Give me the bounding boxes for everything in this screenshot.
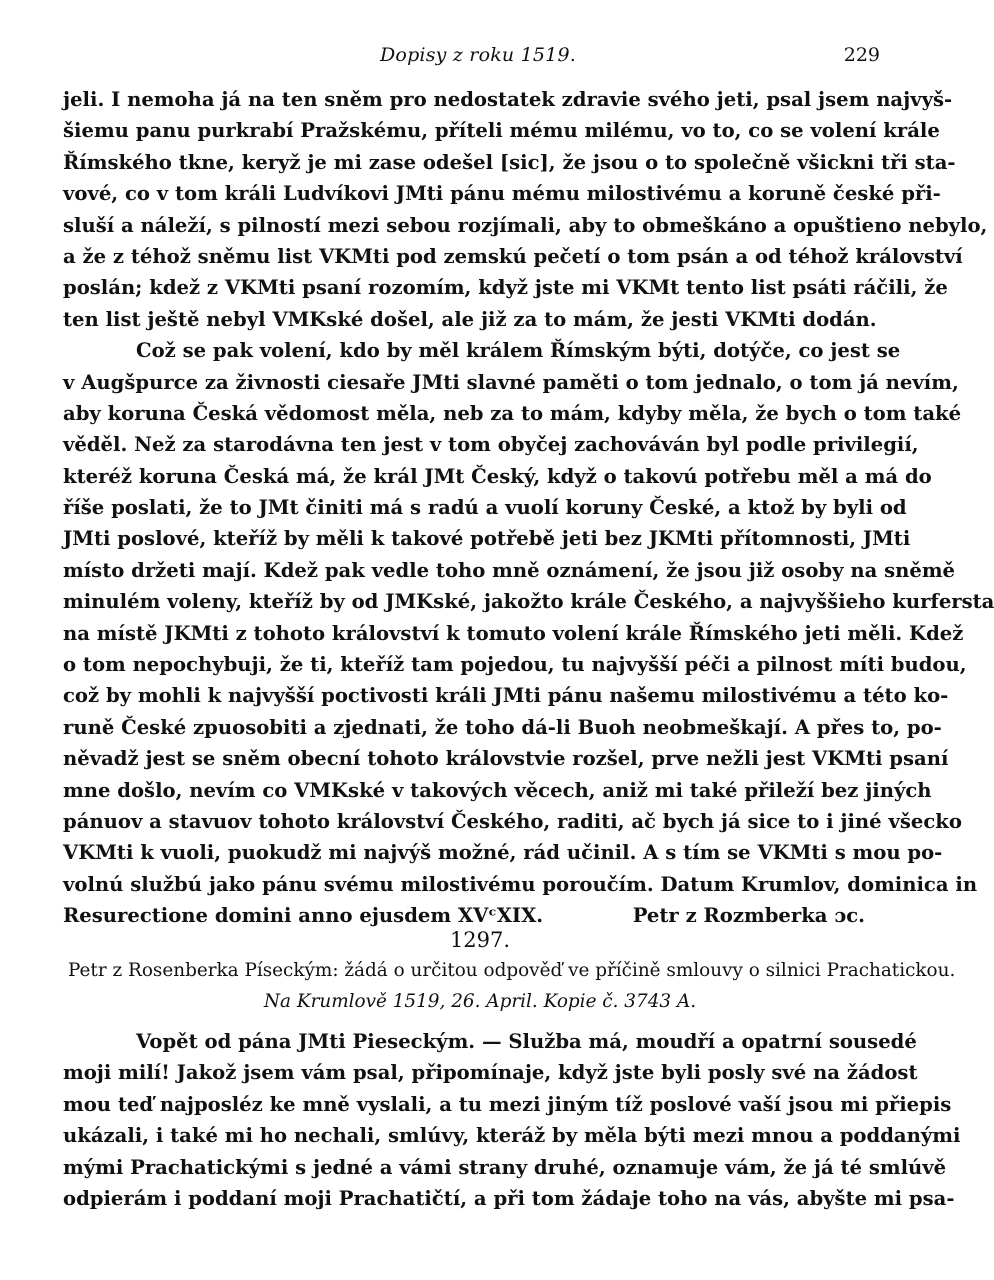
text-line: ten list ještě nebyl VMKské došel, ale již za to mám, že jesti VKMti dodán. — [63, 307, 877, 331]
text-line: říše poslati, že to JMt činiti má s radú a vuolí koruny České, a ktož by byli od — [63, 496, 907, 520]
text-line: Římského tkne, keryž je mi zase odešel [sic], že jsou o to společně všickni tři sta- — [63, 150, 956, 174]
text-line: JMti poslové, kteříž by měli k takové potřebě jeti bez JKMti přítomnosti, JMti — [63, 527, 911, 551]
text-line: místo držeti mají. Kdež pak vedle toho mně oznámení, že jsou již osoby na sněmě — [63, 558, 956, 582]
text-line: v Augšpurce za živnosti ciesaře JMti slavné paměti o tom jednalo, o tom já nevím, — [63, 370, 959, 394]
text-line: runě České zpuosobiti a zjednati, že toho dá-li Buoh neobmeškají. A přes to, po- — [63, 715, 942, 739]
text-line: což by mohli k najvyšší poctivosti králi JMti pánu našemu milostivému a této ko- — [63, 684, 949, 708]
text-line: odpierám i poddaní moji Prachatičtí, a při tom žádaje toho na vás, abyšte mi psa- — [63, 1186, 955, 1210]
text-line: něvadž jest se sněm obecní tohoto královstvie rozšel, prve nežli jest VKMti psaní — [63, 747, 949, 771]
text-line: mne došlo, nevím co VMKské v takových věcech, aniž mi také přileží bez jiných — [63, 778, 932, 802]
text-line: věděl. Než za starodávna ten jest v tom obyčej zachováván byl podle privilegií, — [63, 433, 919, 457]
document-number: 1297. — [449, 928, 511, 952]
text-line: mými Prachatickými s jedné a vámi strany druhé, oznamuje vám, že já té smlúvě — [63, 1155, 947, 1179]
text-line: poslán; kdež z VKMti psaní rozomím, když jste mi VKMt tento list psáti ráčili, že — [63, 276, 948, 300]
paragraph-start-line: Což se pak volení, kdo by měl králem Římským býti, dotýče, co jest se — [136, 339, 901, 363]
document-date-line: Na Krumlově 1519, 26. April. Kopie č. 3743 A. — [263, 991, 697, 1012]
text-line: kteréž koruna Česká má, že král JMt Český, když o takovú potřebu měl a má do — [63, 464, 932, 488]
page-number: 229 — [843, 44, 880, 66]
text-line: aby koruna Česká vědomost měla, neb za to mám, kdyby měla, že bych o tom také — [63, 401, 962, 425]
letter-1297-body — [63, 1026, 961, 1214]
text-line: vové, co v tom králi Ludvíkovi JMti pánu mému milostivému a koruně české při- — [63, 182, 941, 206]
text-line: sluší a náleží, s pilností mezi sebou rozjímali, aby to obmeškáno a opuštieno nebylo, — [63, 213, 988, 237]
text-line: mou teď najposléz ke mně vyslali, a tu mezi jiným tíž poslové vaší jsou mi přiepis — [63, 1092, 952, 1116]
closing-date: Resurectione domini anno ejusdem XVᶜXIX. — [63, 904, 544, 928]
text-line: o tom nepochybuji, že ti, kteříž tam pojedou, tu najvyšší péči a pilnost míti budou, — [63, 653, 967, 677]
text-line: moji milí! Jakož jsem vám psal, připomínaje, když jste byli posly své na žádost — [63, 1061, 918, 1085]
closing-line — [63, 900, 883, 931]
signature: Petr z Rozmberka ɔc. — [632, 904, 865, 928]
paragraph-start-line: Vopět od pána JMti Pieseckým. — Služba má, moudří a opatrní sousedé — [136, 1030, 917, 1053]
running-title: Dopisy z roku 1519. — [380, 44, 576, 66]
text-line: volnú službú jako pánu svému milostivému poroučím. Datum Krumlov, dominica in — [63, 872, 978, 896]
text-line: šiemu panu purkrabí Pražskému, příteli mému milému, vo to, co se volení krále — [63, 119, 940, 143]
document-heading: Petr z Rosenberka Píseckým: žádá o určitou odpověď ve příčině smlouvy o silnici Prachatickou. — [68, 960, 956, 981]
text-line: ukázali, i také mi ho nechali, smlúvy, kteráž by měla býti mezi mnou a poddanými — [63, 1124, 961, 1148]
text-line: minulém voleny, kteříž by od JMKské, jakožto krále Českého, a najvyššieho kurfersta — [63, 590, 994, 614]
text-line: jeli. I nemoha já na ten sněm pro nedostatek zdravie svého jeti, psal jsem najvyš- — [63, 88, 953, 111]
letter-1296-body — [63, 84, 994, 932]
text-line: na místě JKMti z tohoto království k tomuto volení krále Římského jeti měli. Kdež — [63, 621, 964, 645]
text-line: a že z téhož sněmu list VKMti pod zemskú pečetí o tom psán a od téhož království — [63, 244, 963, 268]
text-line: pánuov a stavuov tohoto království Českého, raditi, ač bych já sice to i jiné všecko — [63, 809, 962, 833]
text-line: VKMti k vuoli, puokudž mi najvýš možné, rád učinil. A s tím se VKMti s mou po- — [63, 841, 943, 865]
